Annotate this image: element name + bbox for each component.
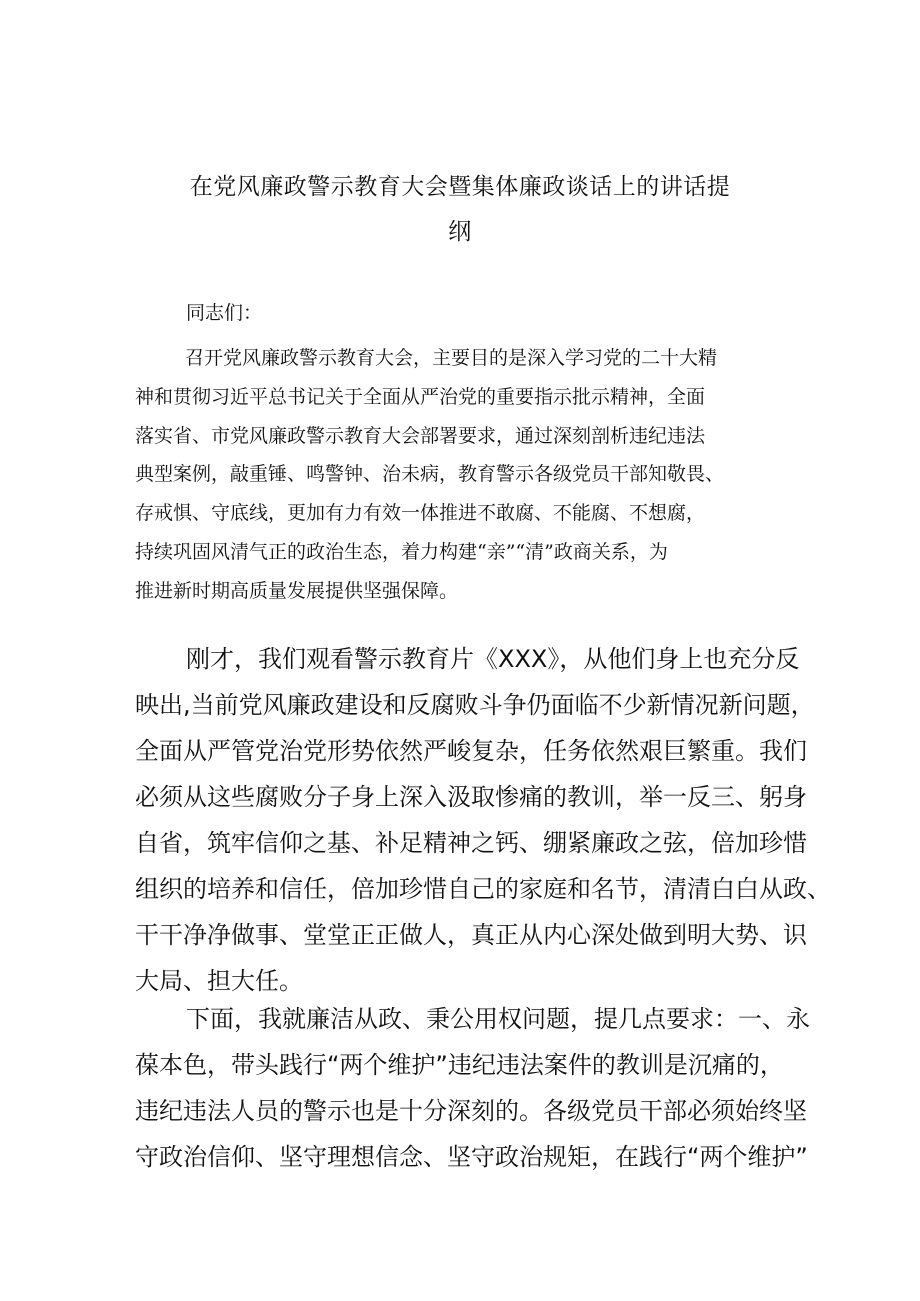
paragraph-line: 召开党风廉政警示教育大会，主要目的是深入学习党的二十大精 <box>185 347 718 369</box>
paragraph-line: 落实省、市党风廉政警示教育大会部署要求，通过深刻剖析违纪违法 <box>135 424 706 447</box>
paragraph-line: 自省，筑牢信仰之基、补足精神之钙、绷紧廉政之弦，倍加珍惜 <box>135 829 807 857</box>
paragraph-line: 必须从这些腐败分子身上深入汲取惨痛的教训，举一反三、躬身 <box>135 783 807 811</box>
title-line-1: 在党风廉政警示教育大会暨集体廉政谈话上的讲话提 <box>189 174 731 200</box>
paragraph-line: 推进新时期高质量发展提供坚强保障。 <box>135 579 459 602</box>
paragraph-line: 下面，我就廉洁从政、秉公用权问题，提几点要求：一、永 <box>186 1005 810 1033</box>
paragraph-line: 典型案例，敲重锤、鸣警钟、治未病，教育警示各级党员干部知敬畏、 <box>135 463 725 486</box>
paragraph-line: 映出,当前党风廉政建设和反腐败斗争仍面临不少新情况新问题， <box>135 691 815 719</box>
paragraph-line: 大局、担大任。 <box>135 967 303 995</box>
paragraph-line: 存戒惧、守底线，更加有力有效一体推进不敢腐、不能腐、不想腐， <box>135 502 706 525</box>
paragraph-line: 组织的培养和信任，倍加珍惜自己的家庭和名节，清清白白从政、 <box>135 875 831 903</box>
paragraph-line: 干干净净做事、堂堂正正做人，真正从内心深处做到明大势、识 <box>135 921 807 949</box>
paragraph-2 <box>135 636 831 1004</box>
title-line-2: 纲 <box>448 219 472 245</box>
paragraph-1 <box>135 339 795 611</box>
paragraph-line: 葆本色，带头践行“两个维护”违纪违法案件的教训是沉痛的， <box>135 1051 784 1079</box>
paragraph-line: 持续巩固风清气正的政治生态，着力构建“亲”“清”政商关系，为 <box>135 540 668 563</box>
paragraph-line: 刚才，我们观看警示教育片《XXX》，从他们身上也充分反 <box>186 645 800 673</box>
paragraph-line: 神和贯彻习近平总书记关于全面从严治党的重要指示批示精神，全面 <box>135 385 706 408</box>
paragraph-line: 全面从严管党治党形势依然严峻复杂，任务依然艰巨繁重。我们 <box>135 737 807 765</box>
salutation: 同志们： <box>186 302 263 324</box>
document-title <box>140 165 780 255</box>
paragraph-line: 违纪违法人员的警示也是十分深刻的。各级党员干部必须始终坚 <box>135 1097 807 1125</box>
paragraph-line: 守政治信仰、坚守理想信念、坚守政治规矩，在践行“两个维护” <box>135 1143 808 1171</box>
paragraph-3 <box>135 996 810 1180</box>
